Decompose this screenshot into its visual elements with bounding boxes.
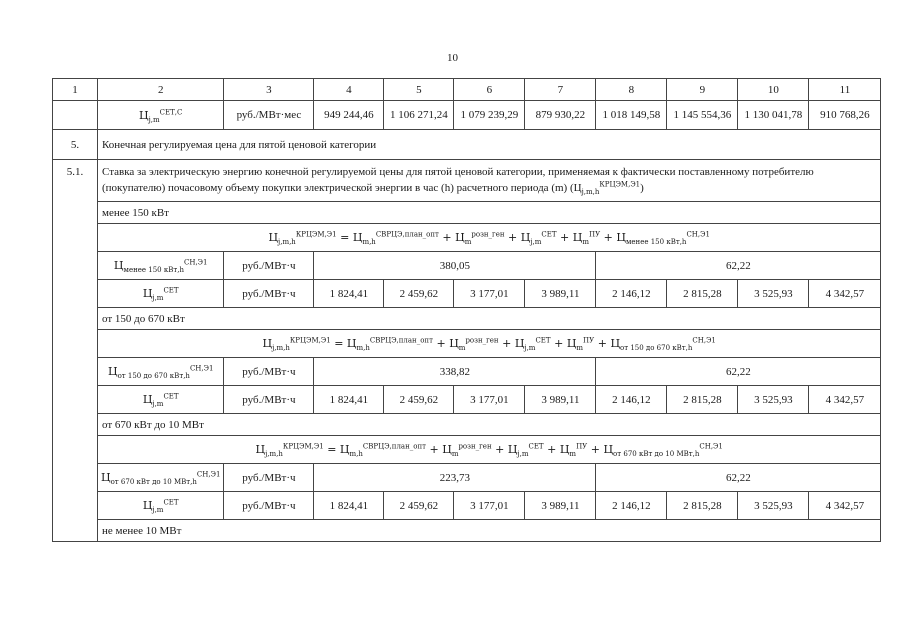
set-symbol: $Ц_{j,m}^{СЕТ}$: [98, 386, 224, 414]
tariff-value: 1 145 554,36: [667, 101, 738, 130]
section-title: Конечная регулируемая цена для пятой ценовой категории: [98, 130, 881, 160]
group-label-row: [53, 414, 881, 436]
set-row: [53, 280, 881, 308]
set-value: 1 824,41: [314, 386, 384, 414]
tariff-value: 1 130 041,78: [738, 101, 809, 130]
set-value: 3 989,11: [525, 492, 596, 520]
header-cell: 6: [454, 79, 525, 101]
tariff-symbol: $Ц_{j,m}^{СЕТ,С}$: [98, 101, 224, 130]
tariff-value: 949 244,46: [314, 101, 384, 130]
set-value: 2 146,12: [596, 280, 667, 308]
formula-row: [53, 330, 881, 358]
group-label: не менее 10 МВт: [98, 520, 881, 542]
group-label-row: [53, 520, 881, 542]
sn-symbol: $Ц_{от 670 кВт до 10 МВт,h}^{СН,Э1}$: [98, 464, 224, 492]
section-number: 5.: [53, 130, 98, 160]
tariff-value: 910 768,26: [809, 101, 881, 130]
set-row: [53, 386, 881, 414]
tariff-value: 1 079 239,29: [454, 101, 525, 130]
tariff-value: 1 018 149,58: [596, 101, 667, 130]
header-cell: 8: [596, 79, 667, 101]
header-cell: 11: [809, 79, 881, 101]
sn-symbol: $Ц_{менее 150 кВт,h}^{СН,Э1}$: [98, 252, 224, 280]
header-cell: 4: [314, 79, 384, 101]
group-label: менее 150 кВт: [98, 202, 881, 224]
header-cell: 1: [53, 79, 98, 101]
set-value: 2 459,62: [384, 386, 454, 414]
set-value: 2 815,28: [667, 492, 738, 520]
tariff-row: [53, 101, 881, 130]
tariff-table: [52, 78, 881, 542]
set-value: 2 459,62: [384, 280, 454, 308]
unit: руб./МВт·ч: [224, 280, 314, 308]
unit: руб./МВт·ч: [224, 386, 314, 414]
sn-value: 62,22: [596, 464, 881, 492]
formula-row: [53, 436, 881, 464]
set-value: 3 177,01: [454, 280, 525, 308]
sn-row: [53, 464, 881, 492]
header-row: [53, 79, 881, 101]
unit: руб./МВт·ч: [224, 464, 314, 492]
formula: $Ц_{j,m,h}^{КРЦЭМ,Э1} = Ц_{m,h}^{СВРЦЭ,план\_опт} + Ц_m^{розн\_ген} + Ц_{j,m}^{СЕТ} + Ц_m^{ПУ} + Ц_{от 670 кВт до 10 МВт,h}^{СН,Э1}$: [98, 436, 881, 464]
header-cell: 10: [738, 79, 809, 101]
unit: руб./МВт·ч: [224, 358, 314, 386]
unit: руб./МВт·ч: [224, 492, 314, 520]
set-value: 3 525,93: [738, 492, 809, 520]
section-5-1-row: [53, 160, 881, 202]
tariff-unit: руб./МВт·мес: [224, 101, 314, 130]
tariff-value: 879 930,22: [525, 101, 596, 130]
set-value: 3 177,01: [454, 492, 525, 520]
unit: руб./МВт·ч: [224, 252, 314, 280]
sn-value: 380,05: [314, 252, 596, 280]
set-symbol: $Ц_{j,m}^{СЕТ}$: [98, 280, 224, 308]
set-value: 2 815,28: [667, 280, 738, 308]
sn-value: 62,22: [596, 252, 881, 280]
set-row: [53, 492, 881, 520]
set-value: 3 989,11: [525, 280, 596, 308]
set-value: 3 989,11: [525, 386, 596, 414]
group-label-row: [53, 308, 881, 330]
header-cell: 7: [525, 79, 596, 101]
group-label-row: [53, 202, 881, 224]
set-value: 4 342,57: [809, 386, 881, 414]
section-description: Ставка за электрическую энергию конечной регулируемой цены для пятой ценовой категории, применяемая к фактически поставленному потребителю (покупателю) почасовому объему покупки электрической энергии в час (h) расчетного периода (m) $(Ц_{j,m,h}^{КРЦЭМ,Э1})$: [98, 160, 881, 202]
header-cell: 5: [384, 79, 454, 101]
set-value: 4 342,57: [809, 492, 881, 520]
sn-value: 62,22: [596, 358, 881, 386]
sn-value: 338,82: [314, 358, 596, 386]
set-value: 2 146,12: [596, 386, 667, 414]
sn-row: [53, 358, 881, 386]
set-symbol: $Ц_{j,m}^{СЕТ}$: [98, 492, 224, 520]
set-value: 3 525,93: [738, 386, 809, 414]
set-value: 3 177,01: [454, 386, 525, 414]
group-label: от 670 кВт до 10 МВт: [98, 414, 881, 436]
formula: $Ц_{j,m,h}^{КРЦЭМ,Э1} = Ц_{m,h}^{СВРЦЭ,план\_опт} + Ц_m^{розн\_ген} + Ц_{j,m}^{СЕТ} + Ц_m^{ПУ} + Ц_{менее 150 кВт,h}^{СН,Э1}$: [98, 224, 881, 252]
set-value: 1 824,41: [314, 492, 384, 520]
section-number: 5.1.: [53, 160, 98, 542]
group-label: от 150 до 670 кВт: [98, 308, 881, 330]
set-value: 1 824,41: [314, 280, 384, 308]
set-value: 2 459,62: [384, 492, 454, 520]
sn-row: [53, 252, 881, 280]
tariff-value: 1 106 271,24: [384, 101, 454, 130]
formula: $Ц_{j,m,h}^{КРЦЭМ,Э1} = Ц_{m,h}^{СВРЦЭ,план\_опт} + Ц_m^{розн\_ген} + Ц_{j,m}^{СЕТ} + Ц_m^{ПУ} + Ц_{от 150 до 670 кВт,h}^{СН,Э1}$: [98, 330, 881, 358]
header-cell: 3: [224, 79, 314, 101]
header-cell: 2: [98, 79, 224, 101]
section-5-row: [53, 130, 881, 160]
page-number: 10: [447, 52, 458, 64]
set-value: 2 815,28: [667, 386, 738, 414]
sn-value: 223,73: [314, 464, 596, 492]
sn-symbol: $Ц_{от 150 до 670 кВт,h}^{СН,Э1}$: [98, 358, 224, 386]
set-value: 4 342,57: [809, 280, 881, 308]
set-value: 2 146,12: [596, 492, 667, 520]
header-cell: 9: [667, 79, 738, 101]
formula-row: [53, 224, 881, 252]
set-value: 3 525,93: [738, 280, 809, 308]
